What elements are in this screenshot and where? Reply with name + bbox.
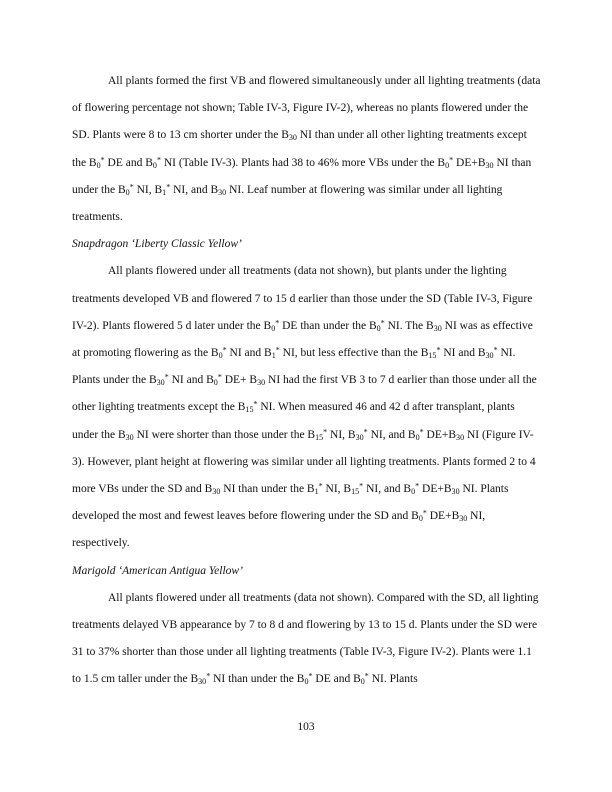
text-run: DE than under the B bbox=[279, 319, 377, 332]
text-run: NI. Leaf number at flowering was similar under all lighting treatments. bbox=[72, 183, 503, 224]
text-run: * bbox=[129, 182, 134, 192]
text-run: 15 bbox=[245, 405, 254, 415]
text-run: DE+B bbox=[423, 428, 457, 441]
text-run: 30 bbox=[355, 432, 364, 442]
text-run: 30 bbox=[485, 160, 494, 170]
text-run: * bbox=[253, 399, 258, 409]
text-run: 30 bbox=[433, 323, 442, 333]
text-run: * bbox=[380, 318, 385, 328]
text-run: * bbox=[419, 427, 424, 437]
text-run: 0 bbox=[304, 677, 309, 687]
text-run: Marigold ‘American Antigua Yellow’ bbox=[72, 564, 243, 577]
paragraph-marigold bbox=[72, 585, 542, 694]
text-run: DE+B bbox=[419, 483, 452, 496]
text-run: 0 bbox=[96, 160, 101, 170]
text-run: * bbox=[275, 345, 280, 355]
text-run: 15 bbox=[315, 432, 324, 442]
text-run: 30 bbox=[198, 677, 207, 687]
document-body bbox=[72, 68, 542, 694]
text-run: 0 bbox=[271, 323, 276, 333]
text-run: NI (Figure IV-3). However, plant height at flowering was similar under all lighting treatments. Plants formed 2 to 4 more VBs under the SD and B bbox=[72, 428, 536, 496]
text-run: * bbox=[217, 372, 222, 382]
text-run: NI, B bbox=[133, 183, 163, 196]
text-run: 30 bbox=[156, 378, 165, 388]
text-run: NI and B bbox=[226, 347, 272, 360]
text-run: NI, B bbox=[322, 483, 352, 496]
text-run: 15 bbox=[351, 487, 360, 497]
text-run: * bbox=[166, 182, 171, 192]
text-run: NI, but less effective than the B bbox=[279, 347, 429, 360]
text-run: NI. Plants bbox=[368, 673, 418, 686]
text-run: * bbox=[436, 345, 441, 355]
text-run: DE and B bbox=[104, 156, 153, 169]
text-run: 0 bbox=[415, 432, 420, 442]
text-run: * bbox=[164, 372, 169, 382]
text-run: 30 bbox=[451, 487, 460, 497]
text-run: * bbox=[206, 671, 211, 681]
text-run: 0 bbox=[411, 487, 416, 497]
text-run: 0 bbox=[445, 160, 450, 170]
text-run: 30 bbox=[456, 432, 465, 442]
text-run: 1 bbox=[271, 351, 276, 361]
text-run: NI. The B bbox=[384, 319, 434, 332]
text-run: NI, respectively. bbox=[72, 510, 486, 550]
text-run: 1 bbox=[162, 187, 167, 197]
text-run: NI than under the B bbox=[220, 483, 315, 496]
text-run: 30 bbox=[459, 514, 468, 524]
text-run: NI, and B bbox=[170, 183, 219, 196]
text-run: NI and B bbox=[440, 347, 486, 360]
text-run: 0 bbox=[152, 160, 157, 170]
text-run: NI. Plants under the B bbox=[72, 347, 516, 387]
text-run: * bbox=[318, 481, 323, 491]
text-run: DE+B bbox=[453, 156, 486, 169]
heading-snapdragon bbox=[72, 231, 542, 258]
text-run: 30 bbox=[485, 351, 494, 361]
text-run: NI was as effective at promoting flowering as the B bbox=[72, 319, 533, 360]
text-run: 0 bbox=[376, 323, 381, 333]
text-run: * bbox=[364, 671, 369, 681]
text-run: NI, and B bbox=[363, 483, 412, 496]
text-run: NI, and B bbox=[367, 428, 416, 441]
text-run: * bbox=[156, 155, 161, 164]
text-run: * bbox=[363, 427, 368, 437]
heading-marigold bbox=[72, 558, 542, 585]
text-run: DE+B bbox=[426, 510, 460, 523]
text-run: NI than under the B bbox=[210, 673, 305, 686]
text-run: 30 bbox=[288, 133, 297, 143]
paragraph-floral-summary bbox=[72, 68, 542, 231]
text-run: 1 bbox=[314, 487, 319, 497]
text-run: 0 bbox=[418, 514, 423, 524]
text-run: * bbox=[449, 155, 454, 164]
text-run: NI than under all other lighting treatments except the B bbox=[72, 129, 527, 169]
text-run: DE+ B bbox=[221, 374, 258, 387]
text-run: * bbox=[222, 345, 227, 355]
page-number: 103 bbox=[297, 721, 315, 733]
text-run: * bbox=[422, 508, 427, 518]
text-run: 0 bbox=[125, 187, 130, 197]
text-run: DE and B bbox=[312, 673, 361, 686]
text-run: NI. When measured 46 and 42 d after transplant, plants under the B bbox=[72, 401, 515, 441]
text-run: 0 bbox=[213, 378, 218, 388]
paragraph-snapdragon bbox=[72, 258, 542, 557]
text-run: * bbox=[415, 481, 420, 491]
text-run: 30 bbox=[125, 432, 134, 442]
text-run: * bbox=[275, 318, 280, 328]
text-run: 0 bbox=[360, 677, 365, 687]
text-run: 15 bbox=[428, 351, 437, 361]
text-run: 30 bbox=[257, 378, 266, 388]
text-run: NI were shorter than those under the B bbox=[133, 428, 316, 441]
text-run: 30 bbox=[212, 487, 221, 497]
text-run: All plants flowered under all treatments (data not shown), but plants under the lighting treatments developed VB and flowered 7 to 15 d earlier than those under the SD (Table IV-3, Figure IV-2). Plants flowered 5 d later under the B bbox=[72, 265, 533, 332]
text-run: 0 bbox=[218, 351, 223, 361]
text-run: * bbox=[493, 345, 498, 355]
text-run: NI and B bbox=[168, 374, 214, 387]
text-run: * bbox=[100, 155, 105, 164]
text-run: NI than under the B bbox=[72, 156, 532, 196]
text-run: NI (Table IV-3). Plants had 38 to 46% more VBs under the B bbox=[160, 156, 446, 169]
text-run: Snapdragon ‘Liberty Classic Yellow’ bbox=[72, 238, 242, 251]
text-run: * bbox=[323, 427, 328, 437]
text-run: All plants flowered under all treatments (data not shown). Compared with the SD, all lighting treatments delayed VB appearance by 7 to 8 d and flowering by 13 to 15 d. Plants under the SD were 31 to 37% shorter than those under all lighting treatments (Table IV-3, Figure IV-2). Plants were 1.1 to 1.5 cm taller under the B bbox=[72, 591, 539, 686]
text-run: All plants formed the first VB and flowered simultaneously under all lighting treatments (data of flowering percentage not shown; Table IV-3, Figure IV-2), whereas no plants flowered under the SD. Plants were 8 to 13 cm shorter under the B bbox=[72, 75, 541, 142]
text-run: * bbox=[359, 481, 364, 491]
text-run: NI had the first VB 3 to 7 d earlier than those under all the other lighting treatments except the B bbox=[72, 374, 537, 414]
text-run: 30 bbox=[218, 187, 227, 197]
text-run: * bbox=[308, 671, 313, 681]
text-run: NI, B bbox=[327, 428, 356, 441]
text-run: NI. Plants developed the most and fewest leaves before flowering under the SD and B bbox=[72, 483, 509, 523]
